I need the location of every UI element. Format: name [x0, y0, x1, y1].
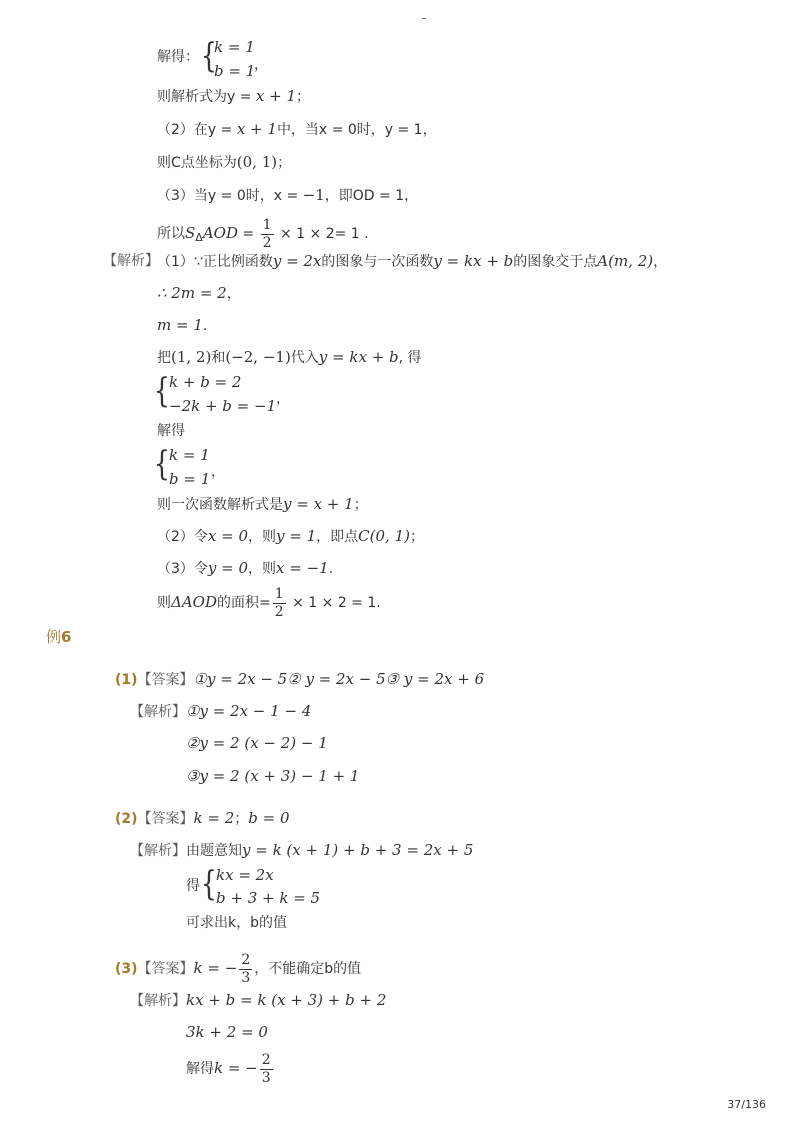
q2-system-eq-2: b + 3 + k = 5	[216, 889, 321, 907]
solution-b: b = 1	[214, 62, 256, 80]
fraction: $\frac{2}{3}$	[261, 1051, 271, 1086]
analysis-line-1: （1）∵正比例函数y = 2x的图象与一次函数y = kx + b的图象交于点A(m, 2)，	[157, 252, 668, 270]
q2-answer-line: (2)【答案】k = 2；b = 0	[115, 809, 290, 827]
analysis-tag: 【解析】	[103, 253, 159, 269]
analysis-line-3: m = 1.	[157, 316, 208, 334]
q2-system-eq-1: kx = 2x	[216, 866, 274, 884]
analysis-line-7: （3）令y = 0，则x = −1.	[157, 559, 334, 577]
part3-line: （3）当y = 0时，x = −1，即OD = 1，	[157, 186, 419, 204]
q3-analysis-3: 解得k = − $\frac{2}{3}$	[186, 1051, 271, 1086]
comma: ，	[211, 464, 225, 480]
point-c-line: 则C点坐标为(0, 1)；	[157, 153, 292, 171]
q3-answer-line: (3)【答案】k = − $\frac{2}{3}$ ，不能确定b的值	[115, 951, 362, 986]
result-line: 则解析式为y = x + 1；	[157, 87, 311, 105]
system-brace: {	[200, 864, 217, 904]
comma: ，	[276, 391, 290, 407]
q3-analysis-line: 【解析】kx + b = k (x + 3) + b + 2	[130, 991, 387, 1009]
fraction: $\frac{1}{2}$	[274, 585, 284, 620]
q3-analysis-2: 3k + 2 = 0	[186, 1023, 268, 1041]
q1-analysis-2: ②y = 2 (x − 2) − 1	[186, 734, 328, 752]
solve-label: 解得：	[157, 49, 199, 65]
area-line: 所以$S_\Delta AOD$ = $\frac{1}{2}$ × 1 × 2= 1 .	[157, 216, 369, 251]
top-dash-mark	[422, 18, 426, 19]
system-brace: {	[200, 36, 217, 76]
analysis-line-8: 则ΔAOD的面积= $\frac{1}{2}$ × 1 × 2 = 1.	[157, 585, 381, 620]
system-eq-1: k + b = 2	[169, 373, 242, 391]
fraction: $\frac{1}{2}$	[262, 216, 272, 251]
part2-line: （2）在y = x + 1中，当x = 0时，y = 1，	[157, 120, 437, 138]
system-brace: {	[153, 371, 170, 411]
q1-analysis-3: ③y = 2 (x + 3) − 1 + 1	[186, 767, 360, 785]
solution-k: k = 1	[214, 38, 255, 56]
example-heading: 例6	[46, 628, 72, 646]
system-brace: {	[153, 444, 170, 484]
q1-answer-line: (1)【答案】①y = 2x − 5② y = 2x − 5③ y = 2x + 6	[115, 670, 485, 688]
fraction: $\frac{2}{3}$	[241, 951, 251, 986]
analysis-line-2: ∴ 2m = 2，	[157, 284, 241, 302]
analysis-line-6: （2）令x = 0，则y = 1，即点C(0, 1)；	[157, 527, 424, 545]
page-number: 37/136	[727, 1098, 766, 1111]
solution-b: b = 1	[169, 470, 211, 488]
q2-de-label: 得	[186, 878, 200, 894]
q1-analysis-line: 【解析】①y = 2x − 1 − 4	[130, 702, 312, 720]
solution-k: k = 1	[169, 446, 210, 464]
analysis-line-4: 把(1, 2)和(−2, −1)代入y = kx + b, 得	[157, 348, 422, 366]
q2-analysis-line: 【解析】由题意知y = k (x + 1) + b + 3 = 2x + 5	[130, 841, 474, 859]
analysis-line-5: 则一次函数解析式是y = x + 1；	[157, 495, 368, 513]
solve-label: 解得	[157, 423, 185, 439]
system-eq-2: −2k + b = −1	[169, 397, 277, 415]
q2-analysis-3: 可求出k，b的值	[186, 915, 287, 931]
comma: ，	[254, 57, 268, 73]
